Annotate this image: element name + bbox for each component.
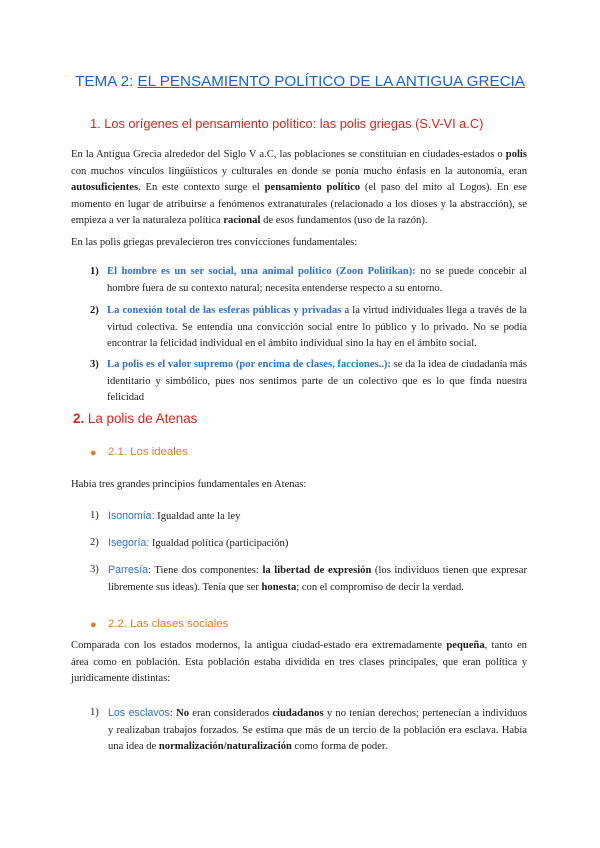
subsection-text: Las clases sociales bbox=[127, 618, 229, 630]
subsection-2-1-heading bbox=[108, 444, 188, 460]
list-number: 2) bbox=[90, 305, 99, 316]
conviction-rest: a la virtud individuales llega a través de la virtud colectiva. Se entendía una convicción social entre lo público y lo privado. No se podía encontrar la felicidad individual en el ámbito individual sino la hay en el ámbito social. bbox=[107, 305, 527, 350]
principle-isegoria bbox=[108, 535, 527, 553]
text-run: : Tiene dos componentes: bbox=[148, 565, 263, 576]
section-2-heading bbox=[73, 410, 197, 428]
conviction-highlight: El hombre es un ser social, una animal político (Zoon Politikan): bbox=[107, 266, 416, 277]
text-run: Comparada con los estados modernos, la antigua ciudad-estado era extremadamente bbox=[71, 640, 447, 651]
text-run: con muchos vínculos lingüísticos y culturales en donde se ponía mucho énfasis en la autonomía, eran bbox=[71, 165, 527, 177]
class-term: Los esclavos bbox=[108, 707, 170, 719]
principle-term: Isegoría: bbox=[108, 537, 150, 549]
list-number: 1) bbox=[90, 266, 99, 277]
class-esclavos bbox=[108, 705, 527, 756]
conviction-text bbox=[107, 357, 527, 407]
text-run: ; con el compromiso de decir la verdad. bbox=[296, 581, 464, 593]
text-run: y no tenían derechos; pertenecían a individuos y realizaban trabajos forzados. Se estima que más de un tercio de la población era esclava. Había una idea de bbox=[108, 708, 528, 753]
list-number: 1) bbox=[90, 707, 99, 718]
principle-term: Isonomía: bbox=[108, 510, 155, 522]
text-run: . En este contexto surge el bbox=[138, 182, 265, 194]
principle-parresia bbox=[108, 562, 527, 596]
text-run: En la Antigua Grecia alrededor del Siglo V a.C, las poblaciones se constituían en ciudades-estados o bbox=[71, 149, 506, 160]
bold-autosuficientes: autosuficientes bbox=[71, 182, 139, 194]
list-number: 2) bbox=[90, 537, 99, 548]
list-number: 3) bbox=[90, 564, 99, 575]
subsection-text: Los ideales bbox=[127, 446, 188, 458]
conviction-text bbox=[107, 303, 527, 353]
subsection-2-2-intro bbox=[71, 638, 527, 688]
title-prefix: TEMA 2: bbox=[75, 73, 138, 90]
principle-desc: Igualdad política (participación) bbox=[149, 538, 289, 549]
conviction-highlight: La polis es el valor supremo (por encima de clases, facciones..): bbox=[107, 359, 391, 370]
conviction-rest: se da la idea de ciudadanía más identitario y simbólico, pues nos sentimos parte de un colectivo que es lo que finda nuestra felicidad bbox=[107, 359, 527, 404]
section-1-paragraph-1 bbox=[71, 147, 527, 230]
subsection-2-1-intro: Había tres grandes principios fundamentales en Atenas: bbox=[71, 479, 307, 490]
bold-normalizacion: normalización/naturalización bbox=[158, 741, 292, 753]
list-number: 1) bbox=[90, 510, 99, 521]
bold-no: No bbox=[176, 708, 190, 719]
subsection-number: 2.2. bbox=[108, 618, 127, 630]
conviction-text bbox=[107, 264, 527, 297]
bullet-icon: ● bbox=[90, 619, 97, 631]
bold-pensamiento-politico: pensamiento político bbox=[264, 182, 361, 194]
heading-text: La polis de Atenas bbox=[84, 411, 198, 426]
principle-desc: Igualdad ante la ley bbox=[154, 511, 241, 522]
list-number: 3) bbox=[90, 359, 99, 370]
text-run: (el paso del mito al Logos). En ese momento en lugar de atribuirse a fenómenos extranaturales (relacionado a los dioses y la abstracción), se empieza a ver la naturaleza política bbox=[71, 182, 527, 227]
subsection-2-2-heading bbox=[108, 616, 228, 632]
section-1-heading: 1. Los orígenes el pensamiento político: las polis griegas (S.V-VI a.C) bbox=[90, 116, 484, 131]
heading-number: 2. bbox=[73, 411, 85, 426]
bold-honesta: honesta bbox=[261, 581, 297, 593]
bold-ciudadanos: ciudadanos bbox=[272, 708, 324, 719]
bold-racional: racional bbox=[223, 215, 261, 227]
bold-pequena: pequeña bbox=[446, 640, 485, 651]
bullet-icon: ● bbox=[90, 447, 97, 459]
text-run: : bbox=[169, 708, 177, 719]
title-main: EL PENSAMIENTO POLÍTICO DE LA ANTIGUA GRECIA bbox=[137, 73, 525, 90]
section-1-paragraph-2: En las polis griegas prevalecieron tres convicciones fundamentales: bbox=[71, 237, 358, 248]
principle-term: Parresía bbox=[108, 564, 149, 576]
text-run: eran considerados bbox=[189, 708, 273, 719]
document-title bbox=[0, 72, 600, 92]
conviction-highlight: La conexión total de las esferas públicas y privadas bbox=[107, 305, 342, 316]
text-run: como forma de poder. bbox=[291, 741, 388, 753]
subsection-number: 2.1. bbox=[108, 446, 127, 458]
bold-polis: polis bbox=[505, 149, 527, 160]
text-run: , tanto en área como en población. Esta población estaba dividida en tres clases principales, que eran política y jurídicamente distintas: bbox=[71, 640, 527, 685]
text-run: (los individuos tienen que expresar libremente sus ideas). Tenía que ser bbox=[108, 565, 527, 593]
text-run: de esos fundamentos (uso de la razón). bbox=[260, 215, 428, 227]
conviction-rest: no se puede concebir al hombre fuera de su contexto natural; necesita entenderse respecto a su entorno. bbox=[107, 266, 527, 294]
bold-libertad-expresion: la libertad de expresión bbox=[262, 565, 372, 576]
principle-isonomia bbox=[108, 508, 527, 526]
